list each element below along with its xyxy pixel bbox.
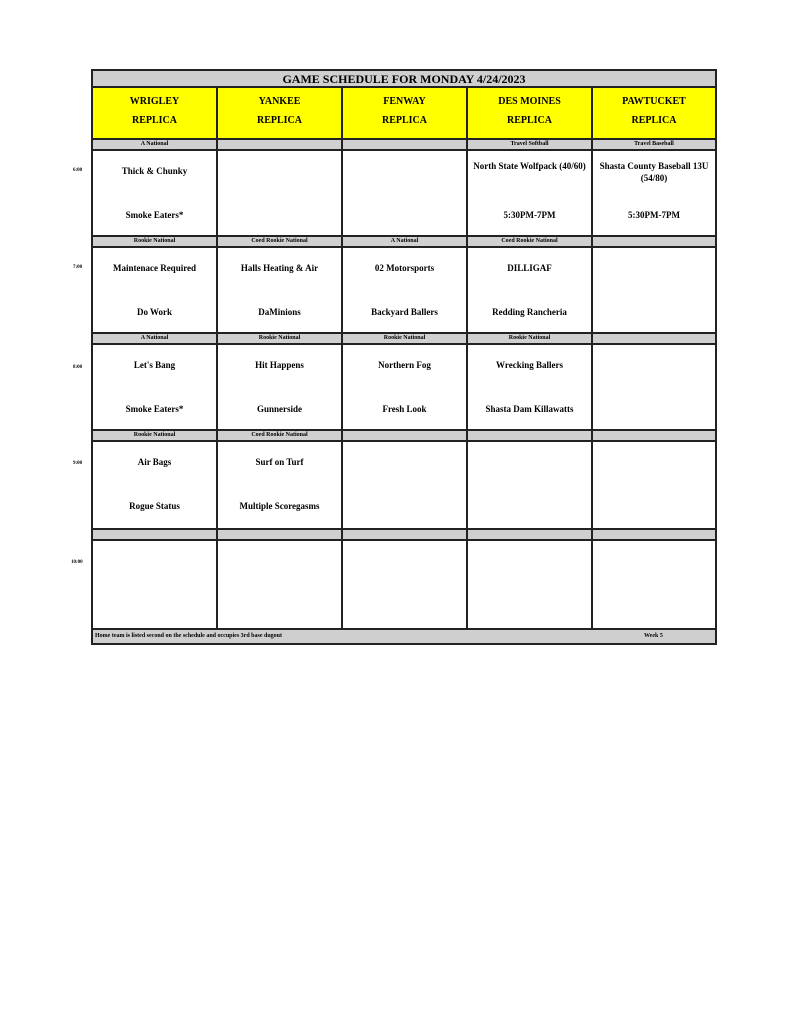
away-team: Air Bags (137, 457, 172, 467)
game-cell (93, 248, 218, 334)
game-cell (468, 541, 593, 628)
field-header-des-moines (468, 88, 593, 140)
home-team: Gunnerside (256, 404, 302, 414)
game-cell (593, 248, 715, 334)
home-team: Shasta Dam Killawatts (485, 404, 574, 414)
division-label (343, 140, 468, 151)
game-cell (218, 345, 343, 431)
home-team: Smoke Eaters* (125, 404, 184, 414)
time-slot-row (93, 541, 715, 628)
division-label: Rookie National (343, 334, 468, 345)
time-label: 9:00 (73, 461, 83, 466)
home-team: Smoke Eaters* (125, 210, 184, 220)
away-team: Northern Fog (378, 360, 431, 370)
home-team: Multiple Scoregasms (239, 501, 320, 511)
field-name: YANKEE (258, 96, 301, 107)
division-row (93, 237, 715, 248)
game-cell (343, 345, 468, 431)
home-team: DaMinions (258, 307, 301, 317)
game-cell (343, 541, 468, 628)
field-name: PAWTUCKET (622, 96, 686, 107)
division-label: Travel Baseball (593, 140, 715, 151)
game-cell (218, 248, 343, 334)
schedule-title: GAME SCHEDULE FOR MONDAY 4/24/2023 (93, 71, 715, 88)
schedule-footer (93, 628, 715, 643)
division-label: A National (93, 334, 218, 345)
game-cell (343, 442, 468, 530)
away-team: Let's Bang (133, 360, 176, 370)
game-cell (468, 345, 593, 431)
field-sub: REPLICA (131, 115, 177, 126)
field-header-pawtucket (593, 88, 715, 140)
time-slot-row (93, 151, 715, 237)
field-sub: REPLICA (256, 115, 302, 126)
home-team: Redding Rancheria (492, 307, 567, 317)
division-label: A National (343, 237, 468, 248)
home-team: Fresh Look (382, 404, 427, 414)
game-cell (218, 442, 343, 530)
game-cell (93, 345, 218, 431)
time-slot-row (93, 442, 715, 530)
game-cell (93, 541, 218, 628)
time-label: 10:00 (71, 560, 83, 565)
away-team: Shasta County Baseball 13U (54/80) (599, 161, 709, 183)
division-label: Rookie National (93, 237, 218, 248)
game-cell (343, 248, 468, 334)
division-row (93, 431, 715, 442)
game-cell (93, 151, 218, 237)
division-label: Rookie National (93, 431, 218, 442)
game-cell (468, 248, 593, 334)
time-slot-row (93, 345, 715, 431)
field-sub: REPLICA (631, 115, 677, 126)
away-team: Hit Happens (255, 360, 304, 370)
division-label (593, 334, 715, 345)
away-team: Maintenace Required (112, 263, 197, 273)
field-header-wrigley (93, 88, 218, 140)
game-cell (593, 151, 715, 237)
home-team: 5:30PM-7PM (628, 210, 680, 220)
field-name: FENWAY (383, 96, 426, 107)
home-team-note: Home team is listed second on the schedule and occupies 3rd base dugout (95, 633, 283, 639)
away-team: 02 Motorsports (374, 263, 435, 273)
division-label (218, 140, 343, 151)
division-label: Travel Softball (468, 140, 593, 151)
game-cell (593, 345, 715, 431)
home-team: Do Work (136, 307, 173, 317)
time-label: 6:00 (73, 168, 83, 173)
game-cell (468, 151, 593, 237)
division-label: Coed Rookie National (218, 431, 343, 442)
away-team: Halls Heating & Air (240, 263, 319, 273)
field-sub: REPLICA (506, 115, 552, 126)
home-team: Backyard Ballers (371, 307, 438, 317)
week-label: Week 5 (644, 633, 663, 639)
division-label (468, 530, 593, 541)
division-label: Coed Rookie National (218, 237, 343, 248)
division-label (218, 530, 343, 541)
game-cell (468, 442, 593, 530)
home-team: 5:30PM-7PM (503, 210, 556, 220)
division-label (468, 431, 593, 442)
schedule-sheet (91, 69, 717, 645)
division-label (593, 237, 715, 248)
field-sub: REPLICA (381, 115, 427, 126)
field-header-row (93, 88, 715, 140)
division-label (593, 530, 715, 541)
away-team: Surf on Turf (255, 457, 304, 467)
game-cell (593, 541, 715, 628)
game-cell (93, 442, 218, 530)
field-name: DES MOINES (498, 96, 561, 107)
away-team: DILLIGAF (507, 263, 552, 273)
away-team: Thick & Chunky (121, 166, 188, 176)
division-label (343, 431, 468, 442)
time-label: 7:00 (73, 265, 83, 270)
game-cell (218, 541, 343, 628)
field-header-yankee (218, 88, 343, 140)
game-cell (343, 151, 468, 237)
field-name: WRIGLEY (129, 96, 180, 107)
game-cell (218, 151, 343, 237)
division-label: Coed Rookie National (468, 237, 593, 248)
division-label (93, 530, 218, 541)
time-label: 8:00 (73, 365, 83, 370)
away-team: Wrecking Ballers (496, 360, 563, 370)
division-row (93, 530, 715, 541)
time-slot-row (93, 248, 715, 334)
division-label: Rookie National (218, 334, 343, 345)
field-header-fenway (343, 88, 468, 140)
division-label (593, 431, 715, 442)
division-row (93, 140, 715, 151)
division-label: Rookie National (468, 334, 593, 345)
game-cell (593, 442, 715, 530)
division-label (343, 530, 468, 541)
division-row (93, 334, 715, 345)
division-label: A National (93, 140, 218, 151)
away-team: North State Wolfpack (40/60) (473, 161, 586, 171)
home-team: Rogue Status (129, 501, 180, 511)
